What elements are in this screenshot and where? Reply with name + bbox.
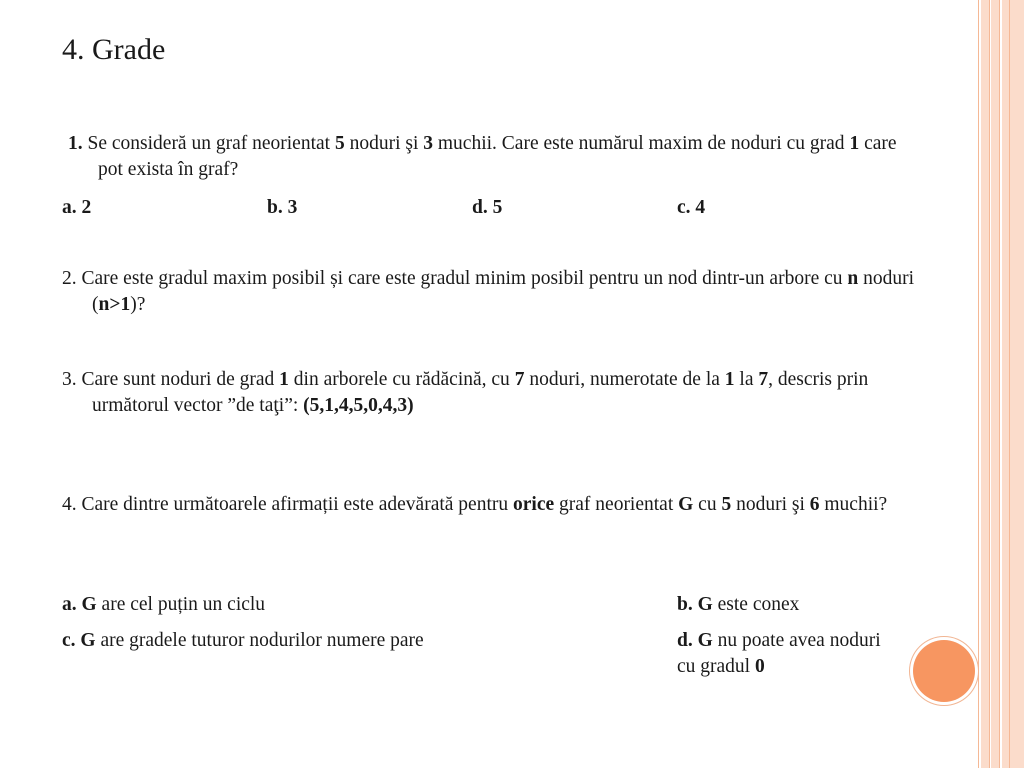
- q4-option-d: d. G nu poate avea noduri cu gradul 0: [677, 630, 881, 677]
- slide-title: 4. Grade: [62, 33, 166, 66]
- question-1: 1. Se consideră un graf neorientat 5 noduri şi 3 muchii. Care este numărul maxim de noduri cu grad 1 care pot exista în graf?: [68, 133, 897, 180]
- q4-option-a: a. G are cel puțin un ciclu: [62, 594, 266, 615]
- decorative-circle: [913, 640, 975, 702]
- question-2: 2. Care este gradul maxim posibil și care este gradul minim posibil pentru un nod dintr-un arbore cu n noduri (n>1)?: [62, 268, 915, 315]
- stripe: [991, 0, 999, 768]
- q1-option-b: b. 3: [267, 197, 298, 218]
- stripe: [981, 0, 989, 768]
- right-decoration: [978, 0, 1024, 768]
- q1-option-c: c. 4: [677, 197, 706, 218]
- stripe: [978, 0, 979, 768]
- stripe: [1009, 0, 1010, 768]
- question-number: 1.: [68, 133, 83, 154]
- stripe: [1002, 0, 1024, 768]
- q4-option-b: b. G este conex: [677, 594, 800, 615]
- question-4: 4. Care dintre următoarele afirmații este adevărată pentru orice graf neorientat G cu 5 noduri şi 6 muchii?: [62, 494, 888, 515]
- stripe: [989, 0, 990, 768]
- q4-option-c: c. G are gradele tuturor nodurilor numere pare: [62, 630, 424, 651]
- q1-option-d: d. 5: [472, 197, 503, 218]
- stripe: [999, 0, 1000, 768]
- question-3: 3. Care sunt noduri de grad 1 din arborele cu rădăcină, cu 7 noduri, numerotate de la 1 la 7, descris prin următorul vector ”de taţi”: (5,1,4,5,0,4,3): [62, 369, 869, 416]
- q1-option-a: a. 2: [62, 197, 92, 218]
